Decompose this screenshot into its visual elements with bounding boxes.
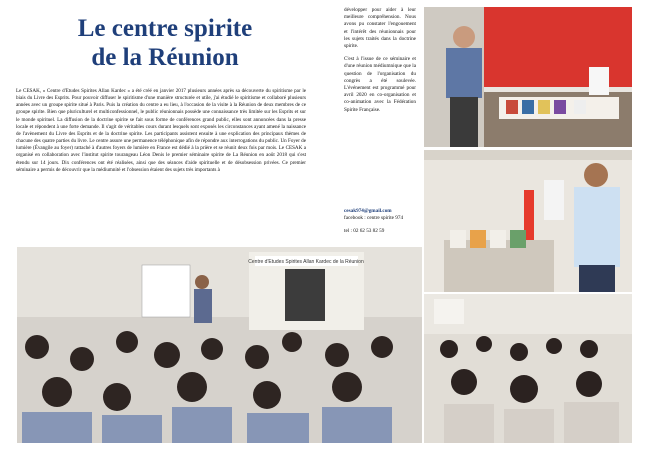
title-line-2: de la Réunion	[91, 44, 239, 71]
photo-book-table	[424, 7, 632, 147]
contact-email[interactable]: cesak974@gmail.com	[344, 208, 392, 214]
article-right-column	[344, 7, 416, 120]
page-title	[20, 14, 310, 72]
photo-presenter-books	[424, 150, 632, 292]
article-body	[16, 88, 306, 174]
contact-phone: tel : 02 62 53 82 59	[344, 228, 385, 235]
contact-block	[344, 208, 422, 236]
banner-text: Centre d'Etudes Spirites Allan Kardec de la Réunion	[248, 259, 364, 265]
photo-conference-audience	[17, 247, 422, 443]
article-paragraph: Le CESAK, « Centre d'Etudes Spirites Allan Kardec » a été créé en janvier 2017 plusieurs années après sa découverte du spiritisme par le biais du Livre des Esprits. Pour pouvoir diffuser le spiritisme d'une manière structurée et utile, j'ai étudié le spiritisme et collaboré plusieurs années avec un groupe spirite situé à Paris. Puis la création du centre a eu lieu, à l'occasion de la visite à la Réunion de deux membres de ce groupe spirite. Bien que pluriculturel et multiconfessionnel, le public réunionnais possède une connaissance très limitée sur les Esprits et sur le monde spirituel. La diffusion de la doctrine spirite se fait sous forme de conférences grand public, elles sont annoncées dans la presse locale et répondent à une forte demande. Il s'agit de véritables cours durant lesquels sont exposés les circonstances ayant amené la naissance de l'avènement du Livre des Esprits et de la doctrine spirite. Les participants assistent ensuite à une explication des principaux thèmes de chacune des quatre parties du livre. Le centre assure une permanence téléphonique afin de répondre aux interrogations du public. Un Foyer de lumière (Évangile au foyer) rattaché à d'autres foyers de lumière en France est dédié à la prière et se réunit deux fois par mois. Le CESAK a organisé en collaboration avec l'institut spirite tourangeau Léon Denis le premier séminaire spirite de La Réunion en août 2018 qui s'est étendu sur 14 jours. Dix conférences ont été réalisées, ainsi que des séances d'aide spirituelle et de désobsession privées. Ce premier séminaire a permis de découvrir que la médiumnité et l'obsession étaient des sujets très importants à	[16, 88, 306, 173]
contact-facebook: facebook : centre spirite 974	[344, 215, 404, 222]
title-line-1: Le centre spirite	[77, 15, 253, 42]
article-continuation: développer pour aider à leur meilleure compréhension. Nous avons pu constater l'engouement et l'intérêt des réunionnais pour les sujets traités dans la doctrine spirite.	[344, 7, 416, 50]
article-paragraph-2: C'est à l'issue de ce séminaire et d'une réunion médiumnique que la question de l'organisation du congrès a été soulevée. L'événement est programmé pour avril 2020 en co-organisation et co-animation avec la Fédération Spirite Française.	[344, 56, 416, 113]
photo-audience	[424, 294, 632, 443]
